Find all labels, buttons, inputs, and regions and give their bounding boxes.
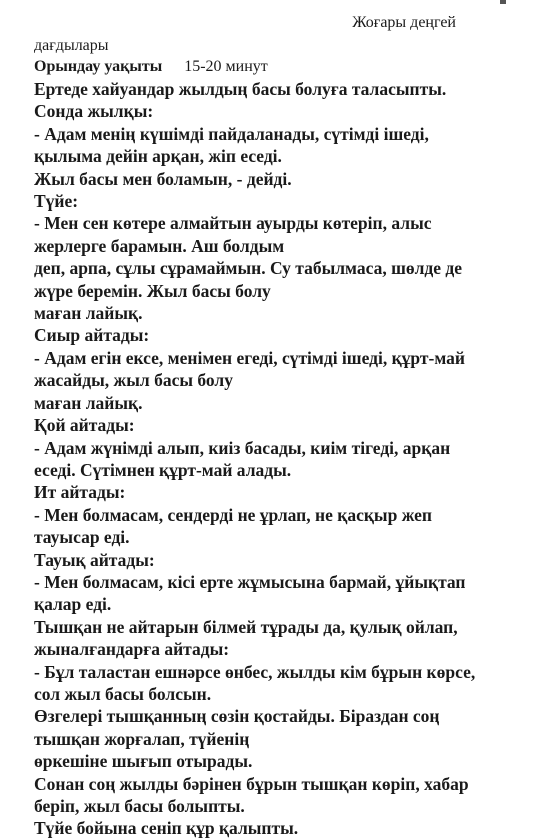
time-label: Орындау уақыты	[34, 58, 163, 75]
text-line: жасайды, жыл басы болу	[34, 370, 233, 391]
corner-mark	[500, 0, 506, 4]
text-line: - Мен болмасам, кісі ерте жұмысына бармай, ұйықтап	[34, 571, 466, 592]
text-line: қалар еді.	[34, 594, 112, 615]
text-line: маған лайық.	[34, 392, 143, 413]
text-line: - Адам жүнімді алып, киіз басады, киім тігеді, арқан	[34, 437, 451, 458]
text-line: - Адам егін ексе, менімен егеді, сүтімді ішеді, құрт-май	[34, 347, 465, 368]
text-line: Өзгелері тышқанның сөзін қостайды. Біраздан соң	[34, 706, 440, 727]
text-line: - Бұл таластан ешнәрсе өнбес, жылды кім бұрын көрсе,	[34, 661, 476, 682]
text-line: өркешіне шығып отырады.	[34, 751, 253, 772]
text-line: жыналғандарға айтады:	[34, 639, 230, 660]
text-line: тышқан жорғалап, түйенің	[34, 728, 250, 749]
text-line: Қой айтады:	[34, 415, 135, 436]
level-heading-continuation: дағдылары	[34, 37, 109, 54]
text-line: маған лайық.	[34, 303, 143, 324]
text-line: - Мен болмасам, сендерді не ұрлап, не қасқыр жеп	[34, 504, 432, 525]
text-line: жүре беремін. Жыл басы болу	[34, 280, 271, 301]
text-line: - Адам менің күшімді пайдаланады, сүтімді ішеді,	[34, 123, 429, 144]
text-line: қылыма дейін арқан, жіп еседі.	[34, 146, 282, 167]
text-line: Жыл басы мен боламын, - дейді.	[34, 168, 292, 189]
time-row	[34, 58, 268, 76]
text-line: Ертеде хайуандар жылдың басы болуға таласыпты.	[34, 79, 447, 99]
text-line: Сонан соң жылды бәрінен бұрын тышқан көріп, хабар	[34, 773, 469, 794]
story-text	[34, 78, 534, 840]
text-line: Тауық айтады:	[34, 549, 155, 570]
text-line: - Мен сен көтере алмайтын ауырды көтеріп, алыс	[34, 213, 432, 234]
text-line: Тышқан не айтарын білмей тұрады да, қулық ойлап,	[34, 616, 458, 637]
text-line: сол жыл басы болсын.	[34, 683, 212, 704]
level-heading: Жоғары деңгей	[352, 14, 456, 31]
text-line: беріп, жыл басы болыпты.	[34, 796, 245, 816]
text-line: еседі. Сүтімнен құрт-май алады.	[34, 459, 292, 480]
top-edge	[0, 0, 540, 4]
text-line: тауысар еді.	[34, 527, 130, 548]
text-line: жерлерге барамын. Аш болдым	[34, 235, 285, 256]
text-line: Сонда жылқы:	[34, 101, 154, 122]
time-value: 15-20 минут	[184, 58, 268, 75]
text-line: Ит айтады:	[34, 482, 126, 503]
text-line: Түйе:	[34, 191, 79, 212]
text-line: Түйе бойына сеніп құр қалыпты.	[34, 818, 299, 839]
text-line: Сиыр айтады:	[34, 325, 150, 346]
text-line: деп, арпа, сұлы сұрамаймын. Су табылмаса, шөлде де	[34, 258, 463, 279]
